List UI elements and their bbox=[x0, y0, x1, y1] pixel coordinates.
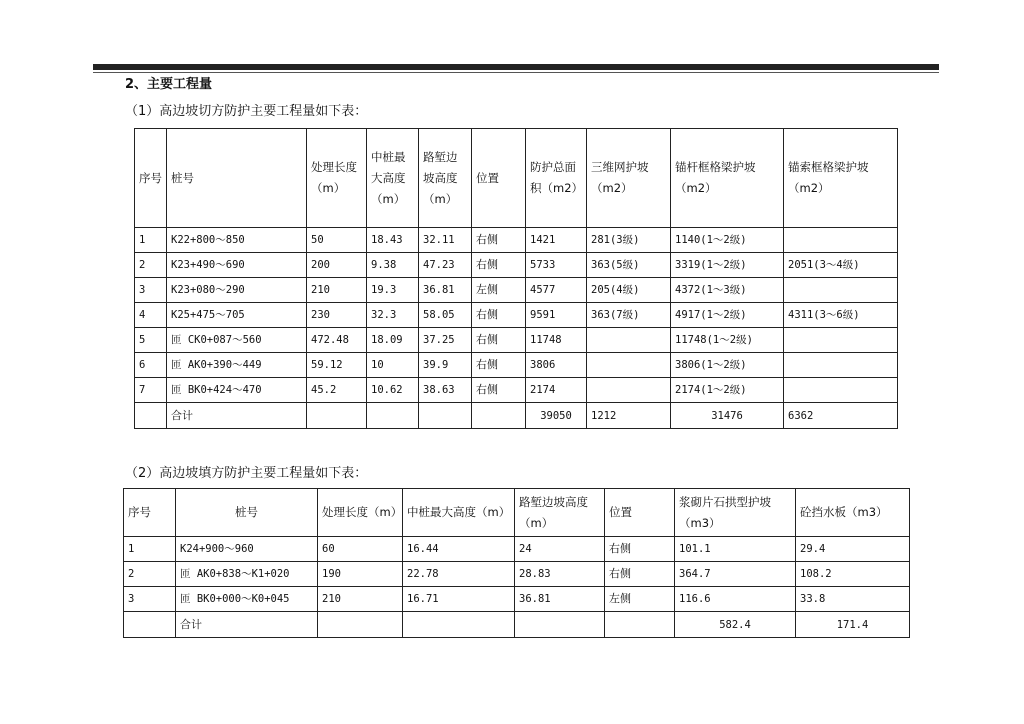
cell-anchor-cable bbox=[784, 328, 898, 353]
cell-total-area: 11748 bbox=[526, 328, 587, 353]
cell-slope-height: 24 bbox=[515, 537, 605, 562]
cell-anchor-rod: 3806(1～2级) bbox=[671, 353, 784, 378]
cell-slope-height: 38.63 bbox=[419, 378, 472, 403]
cell-empty bbox=[124, 612, 176, 638]
cell-net bbox=[587, 328, 671, 353]
cell-center-height: 18.09 bbox=[367, 328, 419, 353]
cell-slope-height: 47.23 bbox=[419, 253, 472, 278]
col2-center-height: 中桩最大高度（m） bbox=[403, 489, 515, 537]
cell-seq: 1 bbox=[135, 228, 167, 253]
cell-center-height: 32.3 bbox=[367, 303, 419, 328]
cell-length: 210 bbox=[318, 587, 403, 612]
cell-station: K24+900～960 bbox=[176, 537, 318, 562]
cell-total-area: 4577 bbox=[526, 278, 587, 303]
cell-total-label: 合计 bbox=[167, 403, 307, 429]
cell-position: 右侧 bbox=[472, 328, 526, 353]
cell-arch: 116.6 bbox=[675, 587, 796, 612]
col-anchor-cable: 锚索框格梁护坡（m2） bbox=[784, 129, 898, 228]
cell-anchor-rod: 3319(1～2级) bbox=[671, 253, 784, 278]
header-rule bbox=[93, 64, 939, 70]
cell-position: 右侧 bbox=[472, 303, 526, 328]
col2-arch: 浆砌片石拱型护坡（m3） bbox=[675, 489, 796, 537]
table-row bbox=[124, 587, 910, 612]
cell-anchor-cable bbox=[784, 228, 898, 253]
cell-seq: 7 bbox=[135, 378, 167, 403]
cell-net: 363(7级) bbox=[587, 303, 671, 328]
cell-length: 200 bbox=[307, 253, 367, 278]
cell-empty bbox=[605, 612, 675, 638]
col-position: 位置 bbox=[472, 129, 526, 228]
cell-anchor-cable: 4311(3～6级) bbox=[784, 303, 898, 328]
total-row bbox=[124, 612, 910, 638]
col2-slope-height: 路堑边坡高度（m） bbox=[515, 489, 605, 537]
cell-slope-height: 36.81 bbox=[515, 587, 605, 612]
cell-center-height: 10.62 bbox=[367, 378, 419, 403]
cell-length: 50 bbox=[307, 228, 367, 253]
col2-seq: 序号 bbox=[124, 489, 176, 537]
col2-station: 桩号 bbox=[176, 489, 318, 537]
col-anchor-rod: 锚杆框格梁护坡（m2） bbox=[671, 129, 784, 228]
table-row bbox=[124, 562, 910, 587]
cell-center-height: 22.78 bbox=[403, 562, 515, 587]
cell-station: 匝 AK0+390～449 bbox=[167, 353, 307, 378]
cell-seq: 4 bbox=[135, 303, 167, 328]
col-length: 处理长度（m） bbox=[307, 129, 367, 228]
col2-position: 位置 bbox=[605, 489, 675, 537]
cell-arch: 364.7 bbox=[675, 562, 796, 587]
cell-seq: 2 bbox=[124, 562, 176, 587]
cut-slope-table bbox=[134, 128, 898, 429]
cell-center-height: 9.38 bbox=[367, 253, 419, 278]
cell-total-area: 3806 bbox=[526, 353, 587, 378]
cell-slope-height: 32.11 bbox=[419, 228, 472, 253]
cell-seq: 6 bbox=[135, 353, 167, 378]
table-row bbox=[135, 303, 898, 328]
cell-anchor-rod: 1140(1～2级) bbox=[671, 228, 784, 253]
table-row bbox=[135, 278, 898, 303]
table1-caption: （1）高边坡切方防护主要工程量如下表： bbox=[125, 104, 368, 119]
table-row bbox=[124, 537, 910, 562]
cell-station: 匝 CK0+087～560 bbox=[167, 328, 307, 353]
cell-arch: 101.1 bbox=[675, 537, 796, 562]
cell-net: 205(4级) bbox=[587, 278, 671, 303]
cell-empty bbox=[515, 612, 605, 638]
cell-center-height: 16.44 bbox=[403, 537, 515, 562]
cell-position: 右侧 bbox=[472, 253, 526, 278]
cell-empty bbox=[307, 403, 367, 429]
cell-net: 363(5级) bbox=[587, 253, 671, 278]
fill-slope-table bbox=[123, 488, 910, 638]
cell-total-arch: 582.4 bbox=[675, 612, 796, 638]
cell-position: 左侧 bbox=[472, 278, 526, 303]
cell-net: 281(3级) bbox=[587, 228, 671, 253]
cell-total-area: 1421 bbox=[526, 228, 587, 253]
table-row bbox=[135, 253, 898, 278]
col2-length: 处理长度（m） bbox=[318, 489, 403, 537]
cell-wall: 33.8 bbox=[796, 587, 910, 612]
section-title: 2、主要工程量 bbox=[125, 77, 213, 92]
cell-slope-height: 37.25 bbox=[419, 328, 472, 353]
col-station: 桩号 bbox=[167, 129, 307, 228]
table-row bbox=[135, 353, 898, 378]
cell-station: K23+080～290 bbox=[167, 278, 307, 303]
cell-net bbox=[587, 378, 671, 403]
col-slope-height: 路堑边坡高度（m） bbox=[419, 129, 472, 228]
cell-station: 匝 BK0+424～470 bbox=[167, 378, 307, 403]
cell-seq: 3 bbox=[124, 587, 176, 612]
cell-position: 右侧 bbox=[605, 562, 675, 587]
cell-length: 59.12 bbox=[307, 353, 367, 378]
col-center-height: 中桩最大高度（m） bbox=[367, 129, 419, 228]
col-seq: 序号 bbox=[135, 129, 167, 228]
table-row bbox=[135, 228, 898, 253]
cell-seq: 1 bbox=[124, 537, 176, 562]
cell-total-cable: 6362 bbox=[784, 403, 898, 429]
cell-station: K25+475～705 bbox=[167, 303, 307, 328]
cell-anchor-rod: 4372(1～3级) bbox=[671, 278, 784, 303]
cell-length: 230 bbox=[307, 303, 367, 328]
cell-anchor-cable bbox=[784, 353, 898, 378]
col-net: 三维网护坡（m2） bbox=[587, 129, 671, 228]
cell-anchor-cable bbox=[784, 378, 898, 403]
cell-slope-height: 28.83 bbox=[515, 562, 605, 587]
cell-length: 210 bbox=[307, 278, 367, 303]
table2-caption: （2）高边坡填方防护主要工程量如下表： bbox=[125, 466, 368, 481]
cell-seq: 2 bbox=[135, 253, 167, 278]
cell-center-height: 10 bbox=[367, 353, 419, 378]
cell-seq: 3 bbox=[135, 278, 167, 303]
cell-total-wall: 171.4 bbox=[796, 612, 910, 638]
col2-wall: 砼挡水板（m3） bbox=[796, 489, 910, 537]
cell-anchor-rod: 2174(1～2级) bbox=[671, 378, 784, 403]
col-total-area: 防护总面积（m2） bbox=[526, 129, 587, 228]
cell-slope-height: 58.05 bbox=[419, 303, 472, 328]
cell-length: 472.48 bbox=[307, 328, 367, 353]
cell-position: 右侧 bbox=[472, 353, 526, 378]
cell-position: 右侧 bbox=[472, 228, 526, 253]
cell-length: 190 bbox=[318, 562, 403, 587]
cell-net bbox=[587, 353, 671, 378]
cell-station: 匝 BK0+000～K0+045 bbox=[176, 587, 318, 612]
cell-empty bbox=[419, 403, 472, 429]
cell-wall: 29.4 bbox=[796, 537, 910, 562]
cell-wall: 108.2 bbox=[796, 562, 910, 587]
cell-slope-height: 39.9 bbox=[419, 353, 472, 378]
cell-anchor-rod: 11748(1～2级) bbox=[671, 328, 784, 353]
cell-position: 右侧 bbox=[472, 378, 526, 403]
cell-empty bbox=[318, 612, 403, 638]
cell-center-height: 18.43 bbox=[367, 228, 419, 253]
table-row bbox=[135, 328, 898, 353]
cell-empty bbox=[367, 403, 419, 429]
cell-total-label: 合计 bbox=[176, 612, 318, 638]
cell-anchor-cable bbox=[784, 278, 898, 303]
cell-length: 45.2 bbox=[307, 378, 367, 403]
header-rule-thin bbox=[93, 72, 939, 73]
cell-position: 左侧 bbox=[605, 587, 675, 612]
cell-anchor-rod: 4917(1～2级) bbox=[671, 303, 784, 328]
cell-total-rod: 31476 bbox=[671, 403, 784, 429]
cell-center-height: 19.3 bbox=[367, 278, 419, 303]
cell-total-area: 9591 bbox=[526, 303, 587, 328]
cell-anchor-cable: 2051(3～4级) bbox=[784, 253, 898, 278]
cell-length: 60 bbox=[318, 537, 403, 562]
cell-total-area: 39050 bbox=[526, 403, 587, 429]
cell-position: 右侧 bbox=[605, 537, 675, 562]
cell-empty bbox=[403, 612, 515, 638]
table-row bbox=[135, 378, 898, 403]
cell-total-net: 1212 bbox=[587, 403, 671, 429]
cell-empty bbox=[135, 403, 167, 429]
cell-center-height: 16.71 bbox=[403, 587, 515, 612]
cell-station: 匝 AK0+838～K1+020 bbox=[176, 562, 318, 587]
cell-total-area: 2174 bbox=[526, 378, 587, 403]
cell-station: K22+800～850 bbox=[167, 228, 307, 253]
cell-seq: 5 bbox=[135, 328, 167, 353]
cell-slope-height: 36.81 bbox=[419, 278, 472, 303]
cell-empty bbox=[472, 403, 526, 429]
total-row bbox=[135, 403, 898, 429]
cell-station: K23+490～690 bbox=[167, 253, 307, 278]
cell-total-area: 5733 bbox=[526, 253, 587, 278]
